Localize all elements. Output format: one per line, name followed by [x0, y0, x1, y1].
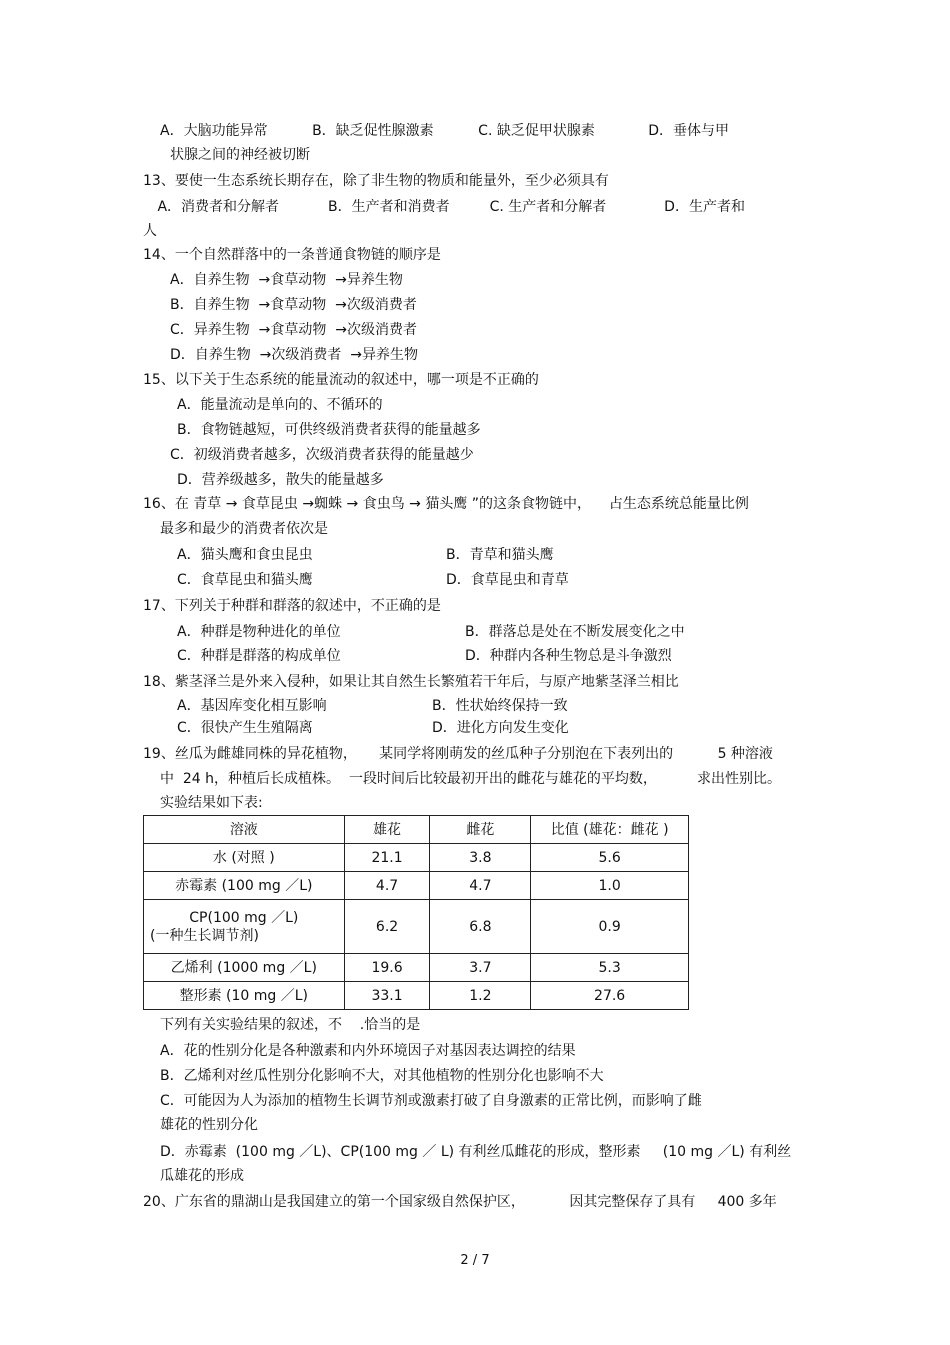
q14-stem: 14、一个自然群落中的一条普通食物链的顺序是: [143, 247, 441, 263]
table-cell: 5.6: [531, 844, 689, 872]
q15-option-c: C．初级消费者越多，次级消费者获得的能量越少: [170, 447, 474, 463]
table-cell: 1.2: [430, 982, 531, 1010]
q12-options-line-cont: 状腺之间的神经被切断: [170, 147, 310, 163]
table-row: [144, 982, 689, 1010]
q19-stem-cont: 中 24 h，种植后长成植株。 一段时间后比较最初开出的雌花与雄花的平均数， 求出性别比。: [160, 771, 781, 787]
table-cell: 4.7: [430, 872, 531, 900]
q19-option-d: D．赤霉素 (100 mg ／L)、CP(100 mg ／ L) 有利丝瓜雌花的形成，整形素 (10 mg ／L) 有利丝: [160, 1144, 792, 1160]
table-cell: 5.3: [531, 954, 689, 982]
q15-option-d: D．营养级越多，散失的能量越多: [177, 472, 384, 488]
table-row: [144, 954, 689, 982]
table-row: [144, 844, 689, 872]
q14-option-c: C．异养生物 →食草动物 →次级消费者: [170, 322, 418, 338]
table-cell: 6.8: [430, 900, 531, 954]
table-row: [144, 872, 689, 900]
q15-stem: 15、以下关于生态系统的能量流动的叙述中，哪一项是不正确的: [143, 372, 539, 388]
table-cell: 3.7: [430, 954, 531, 982]
table-header-cell: 溶液: [144, 816, 345, 844]
q19-table-intro: 实验结果如下表:: [160, 795, 263, 811]
q18-option-a: A．基因库变化相互影响: [177, 698, 327, 714]
q19-option-d-cont: 瓜雄花的形成: [160, 1168, 244, 1184]
q18-option-b: B．性状始终保持一致: [432, 698, 568, 714]
q16-option-d: D．食草昆虫和青草: [446, 572, 569, 588]
q14-option-b: B．自养生物 →食草动物 →次级消费者: [170, 297, 417, 313]
q16-option-b: B．青草和猫头鹰: [446, 547, 554, 563]
experiment-results-table: [143, 815, 689, 1010]
q19-option-a: A．花的性别分化是各种激素和内外环境因子对基因表达调控的结果: [160, 1043, 576, 1059]
q17-option-d: D．种群内各种生物总是斗争激烈: [465, 648, 672, 664]
table-cell: [144, 900, 345, 954]
table-header-cell: 雄花: [344, 816, 430, 844]
q19-stem: 19、丝瓜为雌雄同株的异花植物， 某同学将刚萌发的丝瓜种子分别泡在下表列出的 5 种溶液: [143, 746, 773, 762]
table-header-cell: 雌花: [430, 816, 531, 844]
q13-options: A．消费者和分解者 B．生产者和消费者 C. 生产者和分解者 D．生产者和: [153, 199, 745, 215]
table-cell: 4.7: [344, 872, 430, 900]
table-row: [144, 900, 689, 954]
q13-options-cont: 人: [143, 223, 157, 239]
q17-option-b: B．群落总是处在不断发展变化之中: [465, 624, 685, 640]
q15-option-a: A．能量流动是单向的、不循环的: [177, 397, 383, 413]
q20-stem: 20、广东省的鼎湖山是我国建立的第一个国家级自然保护区， 因其完整保存了具有 400 多年: [143, 1194, 777, 1210]
table-cell: 6.2: [344, 900, 430, 954]
q19-question: 下列有关实验结果的叙述，不 .恰当的是: [160, 1017, 421, 1033]
table-cell: 赤霉素 (100 mg ／L): [144, 872, 345, 900]
q16-stem: 16、在 青草 → 食草昆虫 →蜘蛛 → 食虫鸟 → 猫头鹰 ”的这条食物链中， 占生态系统总能量比例: [143, 496, 749, 512]
q19-option-b: B．乙烯利对丝瓜性别分化影响不大，对其他植物的性别分化也影响不大: [160, 1068, 604, 1084]
q18-option-d: D．进化方向发生变化: [432, 720, 569, 736]
q17-option-a: A．种群是物种进化的单位: [177, 624, 341, 640]
table-cell: 0.9: [531, 900, 689, 954]
page-number: 2 / 7: [460, 1253, 490, 1268]
q17-option-c: C．种群是群落的构成单位: [177, 648, 341, 664]
q18-stem: 18、紫茎泽兰是外来入侵种，如果让其自然生长繁殖若干年后，与原产地紫茎泽兰相比: [143, 674, 679, 690]
table-cell: 水 (对照 ): [144, 844, 345, 872]
q17-stem: 17、下列关于种群和群落的叙述中，不正确的是: [143, 598, 441, 614]
q15-option-b: B．食物链越短，可供终级消费者获得的能量越多: [177, 422, 481, 438]
table-cell: 3.8: [430, 844, 531, 872]
q16-option-a: A．猫头鹰和食虫昆虫: [177, 547, 313, 563]
q16-stem-cont: 最多和最少的消费者依次是: [160, 521, 328, 537]
q13-stem: 13、要使一生态系统长期存在，除了非生物的物质和能量外，至少必须具有: [143, 173, 609, 189]
cp-label: CP(100 mg ／L): [189, 909, 299, 926]
q19-option-c-cont: 雄花的性别分化: [160, 1117, 258, 1133]
cp-note: (一种生长调节剂): [150, 927, 259, 944]
table-cell: 33.1: [344, 982, 430, 1010]
table-cell: 乙烯利 (1000 mg ／L): [144, 954, 345, 982]
table-cell: 19.6: [344, 954, 430, 982]
table-header-cell: 比值 (雄花：雌花 ): [531, 816, 689, 844]
table-cell: 21.1: [344, 844, 430, 872]
q19-option-c: C．可能因为人为添加的植物生长调节剂或激素打破了自身激素的正常比例，而影响了雌: [160, 1093, 702, 1109]
table-cell: 1.0: [531, 872, 689, 900]
table-cell: 整形素 (10 mg ／L): [144, 982, 345, 1010]
q12-options-line: A．大脑功能异常 B．缺乏促性腺激素 C. 缺乏促甲状腺素 D．垂体与甲: [160, 123, 730, 139]
q18-option-c: C．很快产生生殖隔离: [177, 720, 313, 736]
table-header-row: [144, 816, 689, 844]
q14-option-a: A．自养生物 →食草动物 →异养生物: [170, 272, 403, 288]
q16-option-c: C．食草昆虫和猫头鹰: [177, 572, 313, 588]
table-cell: 27.6: [531, 982, 689, 1010]
q14-option-d: D．自养生物 →次级消费者 →异养生物: [170, 347, 419, 363]
